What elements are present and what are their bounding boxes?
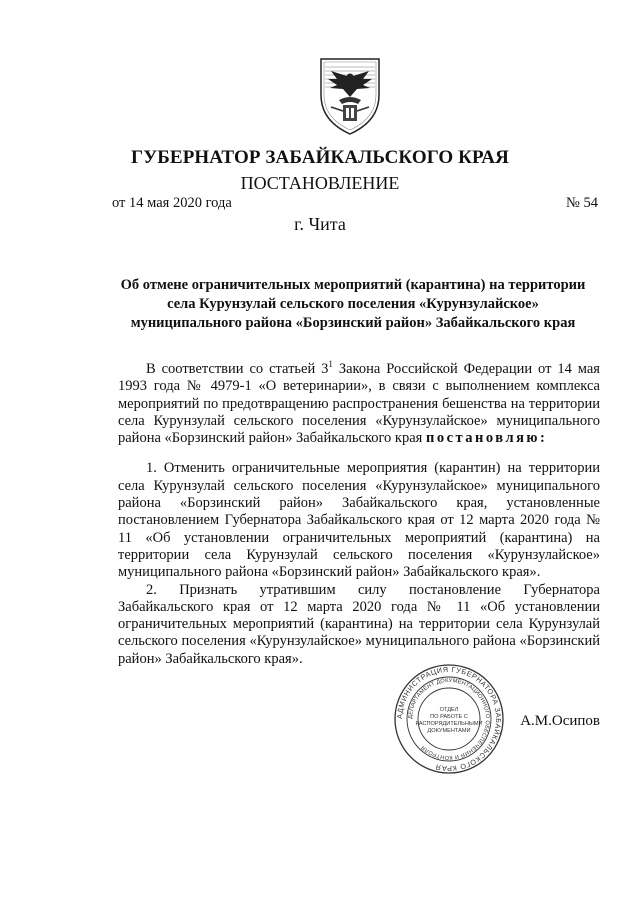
stamp-center-line: ПО РАБОТЕ С xyxy=(430,714,468,720)
document-city: г. Чита xyxy=(294,214,346,234)
document-date: от 14 мая 2020 года xyxy=(112,195,232,211)
document-number: № 54 xyxy=(566,195,598,211)
preamble-text: Закона Российской Федерации от 14 мая 1993 года № 4979-1 «О ветеринарии», в связи с выполнением комплекса мероприятий по предотвращению распространения бешенства на территории села Курунзулай сельского поселения «Курунзулайское» муниципального района «Борзинский район» Забайкальского края xyxy=(118,361,600,447)
stamp-center-line: ДОКУМЕНТАМИ xyxy=(427,728,471,734)
title-line: Об отмене ограничительных мероприятий (карантина) на территории xyxy=(120,277,586,293)
title-line: муниципального района «Борзинский район» Забайкальского края xyxy=(130,315,576,331)
decree-item-2: 2. Признать утратившим силу постановление Губернатора Забайкальского края от 12 марта 2020 года № 11 «Об установлении ограничительных мероприятий (карантина) на территории села Курунзулай сельского поселения «Курунзулайское» муниципального района «Борзинский район» Забайкальского края». xyxy=(118,581,600,667)
stamp-inner-text: ДЕПАРТАМЕНТ ДОКУМЕНТАЦИОННОГО ОБЕСПЕЧЕНИЯ И КОНТРОЛЯ xyxy=(407,677,491,761)
coat-of-arms-icon xyxy=(317,55,383,137)
official-stamp xyxy=(393,663,505,775)
issuer-heading: ГУБЕРНАТОР ЗАБАЙКАЛЬСКОГО КРАЯ xyxy=(131,147,509,168)
article-superscript: 1 xyxy=(328,359,333,370)
decree-word: постановляю: xyxy=(425,430,548,447)
document-title xyxy=(108,276,598,333)
title-line: села Курунзулай сельского поселения «Курунзулайское» xyxy=(167,296,539,312)
decree-item-1: 1. Отменить ограничительные мероприятия (карантин) на территории села Курунзулай сельского поселения «Курунзулайское» муниципального района «Борзинский район» Забайкальского края, установленные постановлением Губернатора Забайкальского края от 12 марта 2020 года № 11 «Об установлении ограничительных мероприятий (карантина) на территории села Курунзулай сельского поселения «Курунзулайское» муниципального района «Борзинский район» Забайкальского края». xyxy=(118,460,600,581)
stamp-outer-text: АДМИНИСТРАЦИЯ ГУБЕРНАТОРА ЗАБАЙКАЛЬСКОГО КРАЯ xyxy=(394,664,504,774)
document-type: ПОСТАНОВЛЕНИЕ xyxy=(240,173,400,193)
document-body xyxy=(118,361,600,668)
stamp-center-line: ОТДЕЛ xyxy=(439,707,459,713)
stamp-center-line: РАСПОРЯДИТЕЛЬНЫМИ xyxy=(415,721,483,727)
preamble-paragraph xyxy=(118,361,600,447)
signer-name: А.М.Осипов xyxy=(520,713,600,729)
preamble-text-start: В соответствии со статьей 3 xyxy=(146,361,329,377)
